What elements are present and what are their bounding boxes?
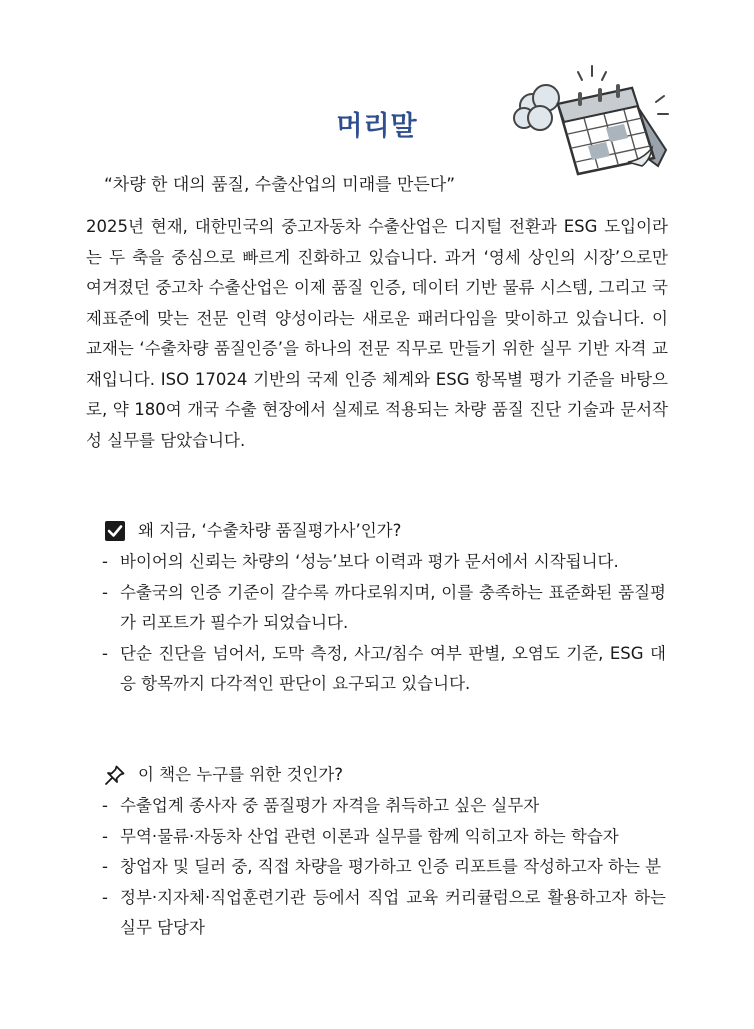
list-item: - 정부·지자체·직업훈련기관 등에서 직업 교육 커리큘럼으로 활용하고자 하는 실무 담당자 [100, 883, 666, 944]
checkbox-checked-icon [104, 520, 126, 542]
intro-paragraph: 2025년 현재, 대한민국의 중고자동차 수출산업은 디지털 전환과 ESG 도입이라는 두 축을 중심으로 빠르게 진화하고 있습니다. 과거 ‘영세 상인의 시장’으로만 여겨졌던 중고차 수출산업은 이제 품질 인증, 데이터 기반 물류 시스템, 그리고 국제표준에 맞는 전문 인력 양성이라는 새로운 패러다임을 맞이하고 있습니다. 이 교재는 ‘수출차량 품질인증’을 하나의 전문 직무로 만들기 위한 실무 기반 자격 교재입니다. ISO 17024 기반의 국제 인증 체계와 ESG 항목별 평가 기준을 바탕으로, 약 180여 개국 수출 현장에서 실제로 적용되는 차량 품질 진단 기술과 문서작성 실무를 담았습니다. [86, 217, 668, 450]
why-now-list [100, 547, 666, 700]
section-heading-text: 이 책은 누구를 위한 것인가? [138, 765, 344, 784]
list-item: - 수출국의 인증 기준이 갈수록 까다로워지며, 이를 충족하는 표준화된 품질평가 리포트가 필수가 되었습니다. [100, 578, 666, 639]
list-item: - 단순 진단을 넘어서, 도막 측정, 사고/침수 여부 판별, 오염도 기준, ESG 대응 항목까지 다각적인 판단이 요구되고 있습니다. [100, 639, 666, 700]
section-audience-heading [104, 762, 343, 788]
list-item: - 무역·물류·자동차 산업 관련 이론과 실무를 함께 익히고자 하는 학습자 [100, 822, 666, 853]
pushpin-icon [104, 764, 126, 786]
preface-quote: “차량 한 대의 품질, 수출산업의 미래를 만든다” [104, 175, 456, 195]
list-item: - 바이어의 신뢰는 차량의 ‘성능’보다 이력과 평가 문서에서 시작됩니다. [100, 547, 666, 578]
calendar-illustration-icon [508, 62, 676, 176]
audience-list [100, 791, 666, 944]
list-item: - 창업자 및 딜러 중, 직접 차량을 평가하고 인증 리포트를 작성하고자 하는 분 [100, 852, 666, 883]
page-title: 머리말 [336, 111, 418, 142]
section-why-now-heading [104, 518, 401, 544]
list-item: - 수출업계 종사자 중 품질평가 자격을 취득하고 싶은 실무자 [100, 791, 666, 822]
section-heading-text: 왜 지금, ‘수출차량 품질평가사’인가? [138, 521, 402, 540]
